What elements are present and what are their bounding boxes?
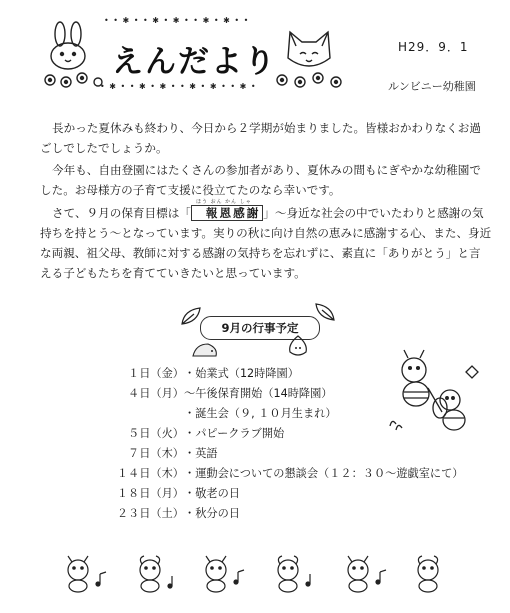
schedule-date: ２３日（土） xyxy=(116,507,184,520)
schedule-event: ・敬老の日 xyxy=(184,487,240,500)
paragraph-greeting: 長かった夏休みも終わり、今日から２学期が始まりました。皆様おかわりなくお過ごしでしたでしょうか。 xyxy=(40,121,481,155)
monthly-goal: 報恩感謝 xyxy=(191,205,263,221)
schedule-item xyxy=(90,364,299,384)
schedule-event: ・パピークラブ開始 xyxy=(184,427,285,440)
footer-animal-band-icon xyxy=(62,554,472,594)
schedule-event: ・始業式（12時降園） xyxy=(184,367,299,380)
header-ornament-top: • • ✱ • • ✱ • ✱ • • ✱ • ✱ • • xyxy=(104,16,250,25)
schedule-date: １日（金） xyxy=(128,367,184,380)
paragraph-summer: 今年も、自由登園にはたくさんの参加者があり、夏休みの間もにぎやかな幼稚園でした。お母様方の子育て支援に役立てたのなら幸いです。 xyxy=(40,163,481,197)
schedule-event: ・英語 xyxy=(184,447,218,460)
schedule-date: １４日（木） xyxy=(116,467,184,480)
schedule-date: ４日（月） xyxy=(128,387,184,400)
issue-date: H29．9．1 xyxy=(398,40,469,54)
goal-intro-text: さて、９月の保育目標は「 xyxy=(52,206,191,220)
goal-description-text: 」～身近な社会の中でいたわりと感謝の気持ちを持とう～となっています。実りの秋に向け自然の恵みに感謝する心、また、身近な両親、祖父母、教師に対する感謝の気持ちを忘れずに、素直に「ありがとう」と言える子どもたちを育てていきたいと思っています。 xyxy=(40,206,492,280)
schedule-item xyxy=(90,464,463,484)
school-name: ルンビニー幼稚園 xyxy=(388,80,476,93)
schedule-date: ５日（火） xyxy=(128,427,184,440)
paragraph-goal xyxy=(40,203,492,283)
schedule-event: ・運動会についての懇談会（１２：３０～遊戯室にて） xyxy=(184,467,464,480)
schedule-event: ～午後保育開始（14時降園） xyxy=(184,387,333,400)
schedule-item xyxy=(90,424,284,444)
cat-icon xyxy=(268,22,358,92)
header-ornament-bottom: • ✱ • • ✱ • ✱ • • ✱ • ✱ • • ✱ • xyxy=(100,82,257,91)
schedule-item xyxy=(90,384,333,404)
schedule-date: １８日（月） xyxy=(116,487,184,500)
schedule-event: ・秋分の日 xyxy=(184,507,240,520)
goal-furigana: ほう おん かん しゃ xyxy=(196,199,252,205)
schedule-item xyxy=(90,504,240,524)
schedule-event: ・誕生会（９, １０月生まれ） xyxy=(184,407,337,420)
hedgehog-icon xyxy=(190,340,220,360)
musician-bees-icon xyxy=(382,348,482,438)
schedule-date: ７日（木） xyxy=(128,447,184,460)
chestnut-icon xyxy=(286,334,310,358)
page-title: えんだより xyxy=(112,44,277,80)
schedule-item xyxy=(90,444,218,464)
schedule-item xyxy=(90,484,240,504)
schedule-title: 9月の行事予定 xyxy=(200,316,320,340)
schedule-item xyxy=(90,404,337,424)
